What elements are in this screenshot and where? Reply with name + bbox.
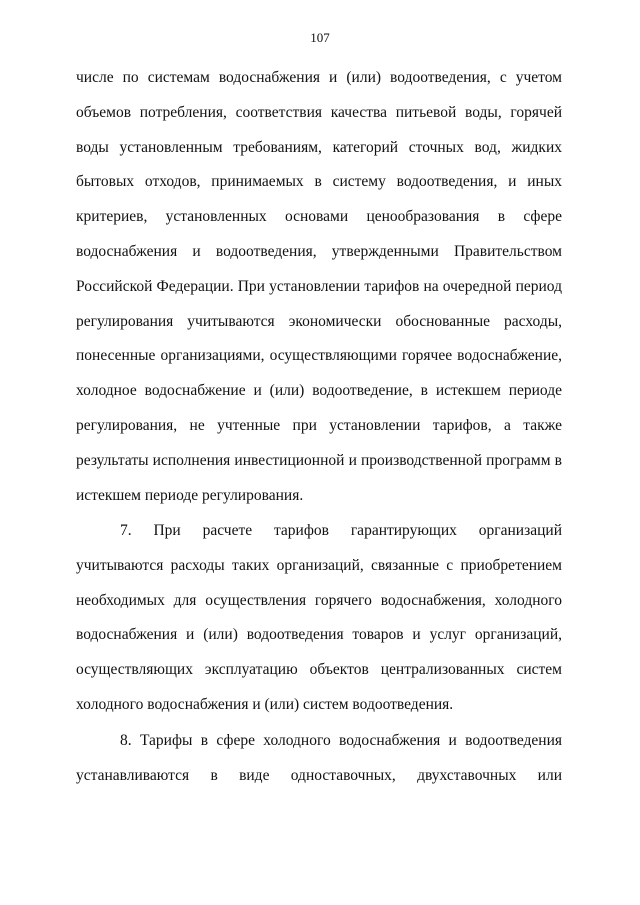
paragraph-continuation	[76, 61, 562, 513]
paragraph-text: числе по системам водоснабжения и (или) водоотведения, с учетом объемов потребления, соответствия качества питьевой воды, горячей воды установленным требованиям, категорий сточных вод, жидких бытовых отходов, принимаемых в систему водоотведения, и иных критериев, установленных основами ценообразования в сфере водоснабжения и водоотведения, утвержденными Правительством Российской Федерации. При установлении тарифов на очередной период регулирования учитываются экономически обоснованные расходы, понесенные организациями, осуществляющими горячее водоснабжение, холодное водоснабжение и (или) водоотведение, в истекшем периоде регулирования, не учтенные при установлении тарифов, а также результаты исполнения инвестиционной и производственной программ в истекшем периоде регулирования.	[76, 69, 562, 504]
paragraph-item-7	[76, 514, 562, 723]
paragraph-text: 7. При расчете тарифов гарантирующих организаций учитываются расходы таких организаций, связанные с приобретением необходимых для осуществления горячего водоснабжения, холодного водоснабжения и (или) водоотведения товаров и услуг организаций, осуществляющих эксплуатацию объектов централизованных систем холодного водоснабжения и (или) систем водоотведения.	[76, 522, 562, 713]
paragraph-text: 8. Тарифы в сфере холодного водоснабжения и водоотведения устанавливаются в виде одноставочных, двухставочных или	[76, 732, 562, 784]
page-number: 107	[310, 30, 330, 45]
paragraph-item-8	[76, 724, 562, 794]
